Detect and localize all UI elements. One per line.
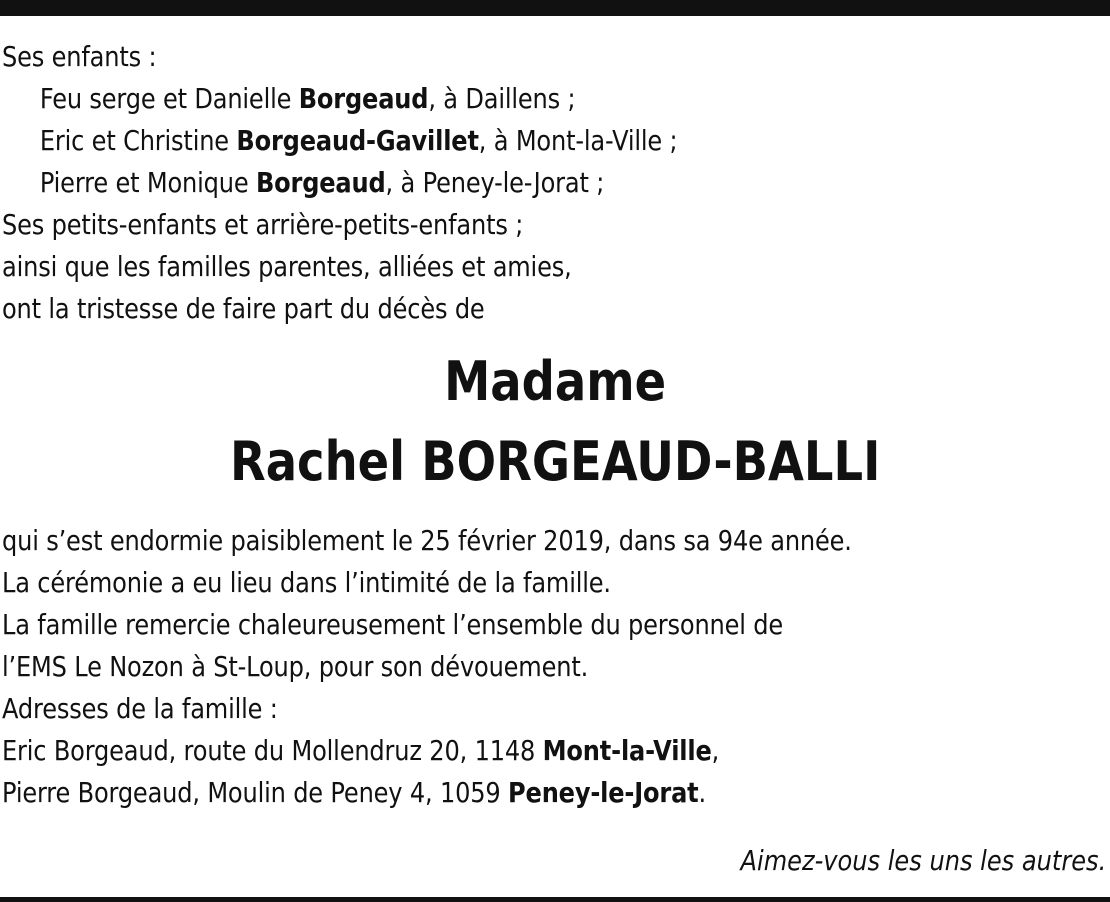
address-line (2, 730, 953, 772)
closing-motto: Aimez-vous les uns les autres. (740, 844, 1106, 877)
address-line (2, 772, 953, 814)
deceased-name (2, 422, 1108, 502)
children-label: Ses enfants : (2, 40, 157, 73)
child-line (2, 78, 953, 120)
thanks-line-continued: l’EMS Le Nozon à St-Loup, pour son dévouement. (2, 650, 589, 683)
child-surname: Borgeaud (255, 166, 386, 199)
addresses-label: Adresses de la famille : (2, 692, 278, 725)
address-suffix: , (711, 734, 720, 767)
child-surname: Borgeaud (298, 82, 429, 115)
child-prefix: Feu serge et Danielle (39, 82, 299, 115)
announcement-line: ont la tristesse de faire part du décès de (2, 292, 485, 325)
address-town: Mont-la-Ville (542, 734, 712, 767)
child-suffix: , à Mont-la-Ville ; (478, 124, 678, 157)
child-prefix: Eric et Christine (39, 124, 237, 157)
deceased-title-text: Madame (443, 350, 667, 413)
families-line: ainsi que les familles parentes, alliées et amies, (2, 250, 572, 283)
address-town: Peney-le-Jorat (508, 776, 699, 809)
address-prefix: Eric Borgeaud, route du Mollendruz 20, 1148 (2, 734, 543, 767)
child-suffix: , à Peney-le-Jorat ; (385, 166, 605, 199)
deceased-title (2, 342, 1108, 422)
deceased-name-block (2, 342, 1108, 502)
thanks-line: La famille remercie chaleureusement l’ensemble du personnel de (2, 608, 784, 641)
ceremony-line: La cérémonie a eu lieu dans l’intimité de la famille. (2, 566, 611, 599)
obituary-notice (2, 36, 1108, 814)
child-line (2, 162, 953, 204)
child-prefix: Pierre et Monique (39, 166, 256, 199)
top-rule (0, 0, 1110, 16)
child-suffix: , à Daillens ; (428, 82, 576, 115)
deceased-name-text: Rachel BORGEAUD-BALLI (229, 430, 881, 493)
child-line (2, 120, 953, 162)
grandchildren-line: Ses petits-enfants et arrière-petits-enfants ; (2, 208, 524, 241)
address-suffix: . (698, 776, 707, 809)
child-surname: Borgeaud-Gavillet (236, 124, 479, 157)
bottom-rule (0, 897, 1110, 902)
passing-line: qui s’est endormie paisiblement le 25 février 2019, dans sa 94e année. (2, 524, 852, 557)
address-prefix: Pierre Borgeaud, Moulin de Peney 4, 1059 (2, 776, 509, 809)
